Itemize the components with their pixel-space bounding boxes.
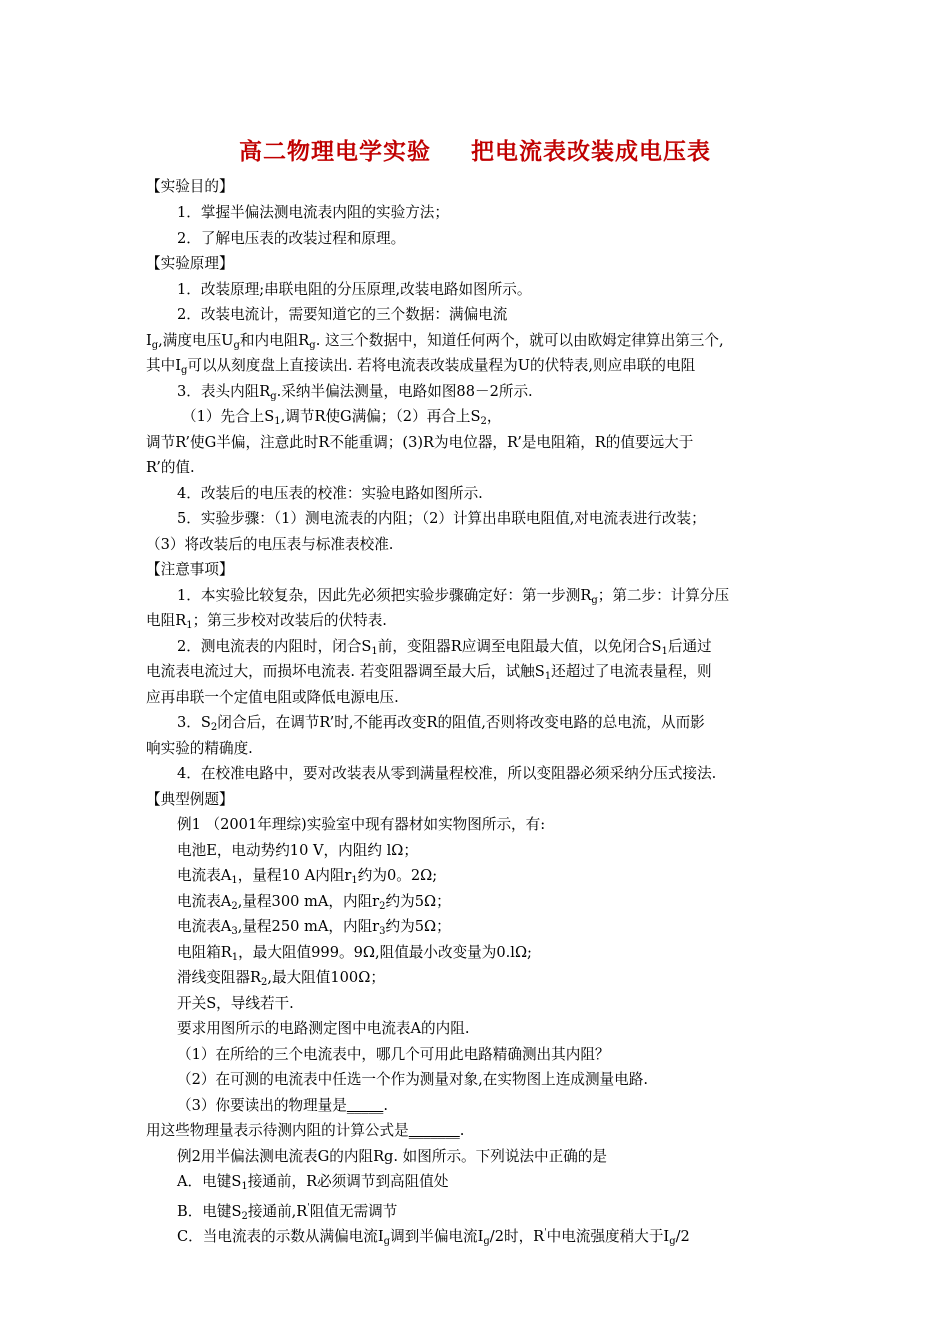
example1-intro: 例1 （2001年理综)实验室中现有器材如实物图所示，有:: [177, 816, 546, 833]
subscript: 1: [231, 875, 238, 886]
notes-item-3-a: [177, 713, 705, 733]
notes-item-4: 4．在校准电路中，要对改装表从零到满量程校准，所以变阻器必须采纳分压式接法.: [177, 765, 717, 782]
text: ，: [486, 408, 502, 425]
subscript: 1: [544, 671, 552, 682]
subscript: 2: [241, 1210, 248, 1222]
page-title: [0, 133, 950, 166]
principle-item-3-c: 调节R’使G半偏，注意此时R不能重调；(3)R为电位器，R’是电阻箱，R的值要远大于: [146, 434, 694, 451]
example2-option-c: [177, 1223, 690, 1247]
text: .采纳半偏法测量，电路如图88－2所示.: [276, 383, 533, 400]
text: ；第三步校对改装后的伏特表.: [192, 612, 387, 629]
text: 1．本实验比较复杂，因此先必须把实验步骤确定好：第一步测R: [177, 587, 592, 604]
text: 中电流强度稍大于I: [546, 1227, 670, 1245]
text: 阻值无需调节: [309, 1202, 398, 1220]
subscript: 2: [231, 901, 238, 912]
subscript: g: [483, 1235, 490, 1247]
principle-item-3-d: R’的值.: [146, 459, 195, 476]
title-left: 高二物理电学实验: [239, 138, 431, 165]
text: 电流表A: [177, 918, 232, 935]
superscript: ': [544, 1228, 547, 1238]
text: 后通过: [667, 638, 712, 655]
text: 约为5Ω；: [385, 918, 451, 935]
example1-requirement: 要求用图所示的电路测定图中电流表A的内阻.: [177, 1020, 470, 1037]
principle-item-2-b: [146, 331, 724, 351]
subscript: 1: [231, 952, 239, 963]
example1-question-2: （2）在可测的电流表中任选一个作为测量对象,在实物图上连成测量电路.: [177, 1071, 648, 1088]
text: ,最大阻值100Ω；: [267, 969, 385, 986]
text: .: [459, 1122, 465, 1139]
example2-option-a: [177, 1172, 448, 1192]
text: 还超过了电流表量程，则: [551, 663, 712, 680]
notes-item-2-a: [177, 637, 712, 657]
subscript: g: [233, 340, 240, 351]
text: C．当电流表的示数从满偏电流I: [177, 1227, 384, 1245]
subscript: 2: [210, 722, 218, 733]
example2-intro: 例2用半偏法测电流表G的内阻Rg. 如图所示。下列说法中正确的是: [177, 1148, 607, 1165]
text: 2．测电流表的内阻时，闭合S: [177, 638, 372, 655]
text: 约为5Ω；: [385, 893, 451, 910]
answer-blank: _____: [346, 1097, 384, 1114]
subscript: 1: [351, 875, 358, 886]
section-heading-purpose: 【实验目的】: [146, 178, 234, 195]
example2-option-b: [177, 1198, 397, 1222]
principle-item-3-b: [182, 407, 501, 427]
text: 3．S: [177, 714, 211, 731]
text: ,调节R使G满偏；（2）再合上S: [280, 408, 481, 425]
example1-question-3: [177, 1096, 388, 1116]
principle-item-2-a: 2．改装电流计，需要知道它的三个数据：满偏电流: [177, 306, 508, 323]
example1-switch: 开关S，导线若干.: [177, 995, 294, 1012]
text: 电流表A: [177, 893, 232, 910]
subscript: g: [180, 365, 188, 376]
section-heading-notes: 【注意事项】: [146, 561, 234, 578]
subscript: g: [591, 595, 598, 606]
text: 接通前，R必须调节到高阻值处: [247, 1173, 449, 1190]
text: I: [146, 332, 152, 349]
text: （1）先合上S: [182, 408, 275, 425]
text: /2时，R: [489, 1227, 545, 1245]
text: ,量程300 mA，内阻r: [237, 893, 380, 910]
subscript: g: [383, 1235, 391, 1247]
subscript: 3: [231, 926, 238, 937]
example1-ammeter-a1: [177, 866, 437, 886]
text: 电流表A: [177, 867, 232, 884]
example1-battery: 电池E，电动势约10 V，内阻约 lΩ；: [177, 842, 418, 859]
example1-ammeter-a3: [177, 917, 451, 937]
title-right: 把电流表改装成电压表: [471, 138, 711, 165]
text: B．电键S: [177, 1202, 242, 1220]
example1-ammeter-a2: [177, 892, 451, 912]
principle-item-1: 1．改装原理;串联电阻的分压原理,改装电路如图所示。: [177, 281, 532, 298]
text: 接通前,R: [247, 1202, 308, 1220]
example1-question-1: （1）在所给的三个电流表中，哪几个可用此电路精确测出其内阻？: [177, 1046, 610, 1063]
purpose-item-1: 1．掌握半偏法测电流表内阻的实验方法；: [177, 204, 449, 221]
text: . 这三个数据中，知道任何两个，就可以由欧姆定律算出第三个,: [315, 332, 724, 349]
text: ，量程10 A内阻r: [237, 867, 352, 884]
subscript: g: [309, 340, 316, 351]
text: （3）你要读出的物理量是: [177, 1097, 347, 1114]
text: .: [383, 1097, 388, 1114]
principle-item-5-b: （3）将改装后的电压表与标准表校准.: [146, 536, 394, 553]
subscript: 1: [186, 620, 193, 631]
text: A．电键S: [177, 1173, 242, 1190]
text: 电流表电流过大，而损坏电流表. 若变阻器调至最大后，试触S: [146, 663, 545, 680]
text: ,满度电压U: [158, 332, 234, 349]
text: ；第二步：计算分压: [597, 587, 730, 604]
principle-item-4: 4．改装后的电压表的校准：实验电路如图所示.: [177, 485, 483, 502]
principle-item-3: [177, 382, 533, 402]
text: ,量程250 mA，内阻r: [237, 918, 380, 935]
text: 用这些物理量表示待测内阻的计算公式是: [146, 1122, 409, 1139]
example1-resistor-box: [177, 943, 532, 963]
subscript: 1: [371, 646, 378, 657]
subscript: g: [270, 391, 277, 402]
text: /2: [675, 1227, 690, 1245]
subscript: g: [151, 340, 159, 351]
subscript: 2: [480, 416, 487, 427]
answer-blank: _______: [408, 1122, 460, 1139]
subscript: 3: [379, 926, 386, 937]
text: 电阻R: [146, 612, 187, 629]
notes-item-3-b: 响实验的精确度.: [146, 740, 253, 757]
notes-item-2-c: 应再串联一个定值电阻或降低电源电压.: [146, 689, 399, 706]
superscript: ': [307, 1203, 310, 1213]
text: 电阻箱R: [177, 944, 232, 961]
text: 3．表头内阻R: [177, 383, 271, 400]
notes-item-1-b: [146, 611, 387, 631]
subscript: 1: [274, 416, 281, 427]
subscript: 2: [260, 977, 268, 988]
example1-rheostat: [177, 968, 385, 988]
subscript: g: [669, 1235, 676, 1247]
subscript: 2: [379, 901, 386, 912]
section-heading-principle: 【实验原理】: [146, 255, 234, 272]
example1-formula: [146, 1121, 464, 1141]
text: 滑线变阻器R: [177, 969, 261, 986]
text: 可以从刻度盘上直接读出. 若将电流表改装成量程为U的伏特表,则应串联的电阻: [187, 357, 696, 374]
subscript: 1: [241, 1181, 248, 1192]
text: 约为0。2Ω;: [357, 867, 438, 884]
notes-item-2-b: [146, 662, 712, 682]
section-heading-examples: 【典型例题】: [146, 791, 234, 808]
text: 其中I: [146, 357, 181, 374]
text: 前，变阻器R应调至电阻最大值，以免闭合S: [377, 638, 662, 655]
principle-item-5-a: 5．实验步骤：（1）测电流表的内阻；（2）计算出串联电阻值,对电流表进行改装；: [177, 510, 706, 527]
text: ，最大阻值999。9Ω,阻值最小改变量为0.lΩ;: [238, 944, 532, 961]
text: 调到半偏电流I: [390, 1227, 484, 1245]
purpose-item-2: 2．了解电压表的改装过程和原理。: [177, 230, 406, 247]
subscript: 1: [661, 646, 668, 657]
notes-item-1-a: [177, 586, 729, 606]
text: 和内电阻R: [239, 332, 310, 349]
principle-item-2-c: [146, 356, 695, 376]
text: 闭合后，在调节R’时,不能再改变R的阻值,否则将改变电路的总电流，从而影: [217, 714, 705, 731]
